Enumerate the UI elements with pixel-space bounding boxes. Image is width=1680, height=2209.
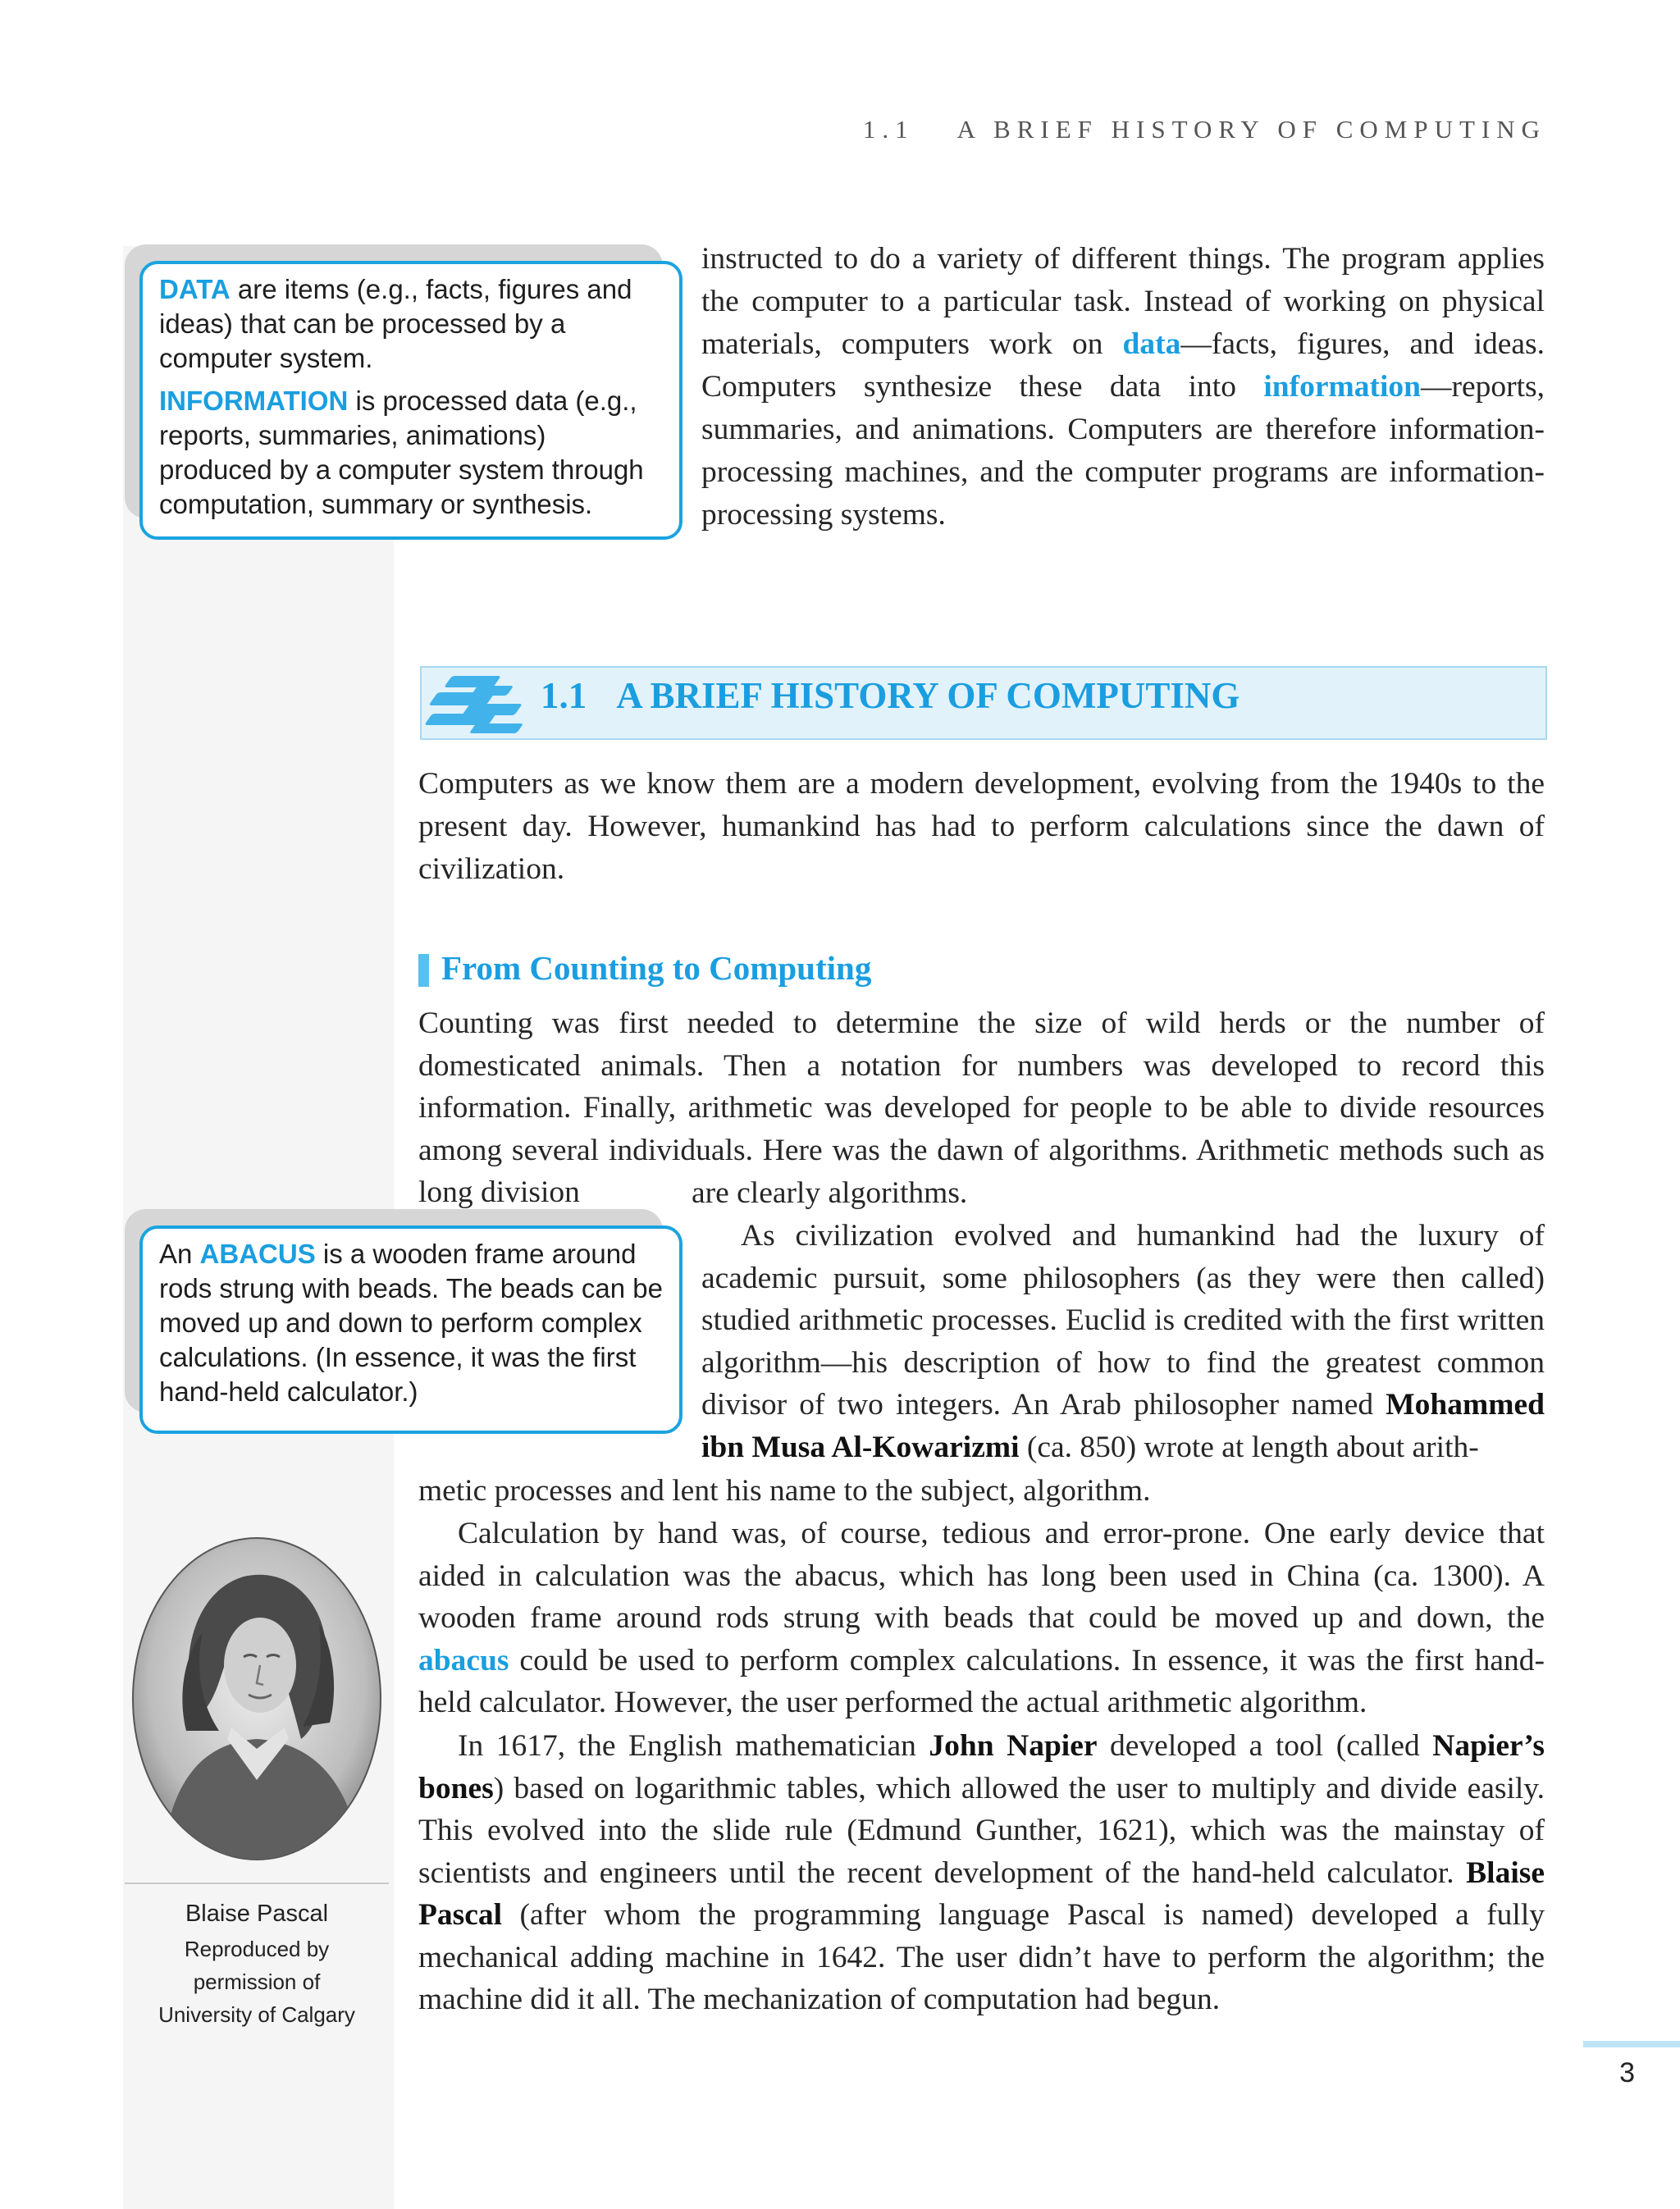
definition-callout-data [125,244,682,540]
name-john-napier: John Napier [929,1729,1098,1763]
abacus-callout-box [139,1225,682,1434]
body-paragraph-2: As civilization evolved and humankind had the luxury of academic pursuit, some philosophers (as they were then called) studied arithmetic processes. Euclid is credited with the first written algorithm—his description of how to find the greatest common divisor of two integers. An Arab philosopher named Mohammed ibn Musa Al-Kowarizmi (ca. 850) wrote at length about arith- [701,1219,1545,1464]
name-napiers-bones: Napier’s bones [418,1729,1545,1805]
caption-divider [125,1883,389,1884]
body-paragraph-4: In 1617, the English mathematician John Napier developed a tool (called Napier’s bones) based on logarithmic tables, which allowed the user to multiply and divide easily. This evolved into the slide rule (Edmund Gunther, 1621), which was the mainstay of scientists and engineers until the recent development of the hand-held calculator. Blaise Pascal (after whom the programming language Pascal is named) developed a fully mechanical adding machine in 1642. The user didn’t have to perform the algorithm; the machine did it all. The mechanization of computation had begun. [418,1729,1545,2016]
subsection-heading: From Counting to Computing [441,949,872,987]
section-intro-paragraph: Computers as we know them are a modern development, evolving from the 1940s to the present day. However, humankind has had to perform calculations since the dawn of civilization. [418,767,1545,886]
subheading-marker [418,954,429,987]
body-paragraph-3: Calculation by hand was, of course, tedious and error-prone. One early device that aided in calculation was the abacus, which has long been used in China (ca. 1300). A wooden frame around rods strung with beads that could be moved up and down, the abacus could be used to perform complex calculations. In essence, it was the first hand-held calculator. However, the user performed the actual arithmetic algorithm. [418,1517,1545,1719]
term-data: DATA [159,274,231,304]
term-abacus: ABACUS [199,1239,316,1269]
name-blaise-pascal: Blaise Pascal [418,1855,1545,1932]
running-head-title: A BRIEF HISTORY OF COMPUTING [956,115,1546,144]
definition-abacus: An ABACUS is a wooden frame around rods strung with beads. The beads can be moved up and down to perform complex calculations. (In essence, it was the first hand-held calculator.) [159,1239,663,1407]
section-title [541,674,1239,717]
page-number-rule [1583,2041,1680,2047]
keyword-information: information [1263,370,1421,404]
definition-information: INFORMATION is processed data (e.g., reports, summaries, animations) produced by a computer system through computation, summary or synthesis. [159,386,644,519]
definition-callout-box [139,261,682,540]
definition-data: DATA are items (e.g., facts, figures and ideas) that can be processed by a computer system. [159,274,632,373]
body-paragraph-1-end: are clearly algorithms. [692,1176,968,1210]
running-head-number: 1.1 [862,115,915,144]
caption-credit-3: University of Calgary [158,2002,355,2027]
page-number: 3 [1619,2057,1635,2088]
body-paragraph-2-end: metic processes and lent his name to the subject, algorithm. [418,1474,1151,1508]
blaise-pascal-portrait [129,1534,386,1864]
figure-caption [125,1895,389,2031]
intro-paragraph: instructed to do a variety of different things. The program applies the computer to a particular task. Instead of working on physical materials, computers work on data—facts, figures, and ideas. Computers synthesize these data into information—reports, summaries, and animations. Computers are therefore information-processing machines, and the computer programs are information-processing systems. [701,242,1545,532]
caption-credit-2: permission of [193,1969,321,1994]
keyword-abacus: abacus [418,1643,509,1677]
section-title-text: A BRIEF HISTORY OF COMPUTING [616,675,1240,716]
keyboard-keys-icon [423,669,523,737]
section-banner [420,666,1547,740]
term-information: INFORMATION [159,386,349,416]
keyword-data: data [1122,327,1181,361]
section-number: 1.1 [541,675,587,716]
running-head [779,115,1546,144]
caption-name: Blaise Pascal [185,1901,329,1927]
definition-callout-abacus [125,1209,682,1434]
name-al-kowarizmi: Mohammed ibn Musa Al-Kowarizmi [701,1388,1545,1464]
body-paragraph-1: Counting was first needed to determine the size of wild herds or the number of domesticated animals. Then a notation for numbers was developed to record this information. Finally, arithmetic was developed for people to be able to divide resources among several individuals. Here was the dawn of algorithms. Arithmetic methods such as long division [418,1006,1545,1209]
caption-credit-1: Reproduced by [184,1937,330,1961]
